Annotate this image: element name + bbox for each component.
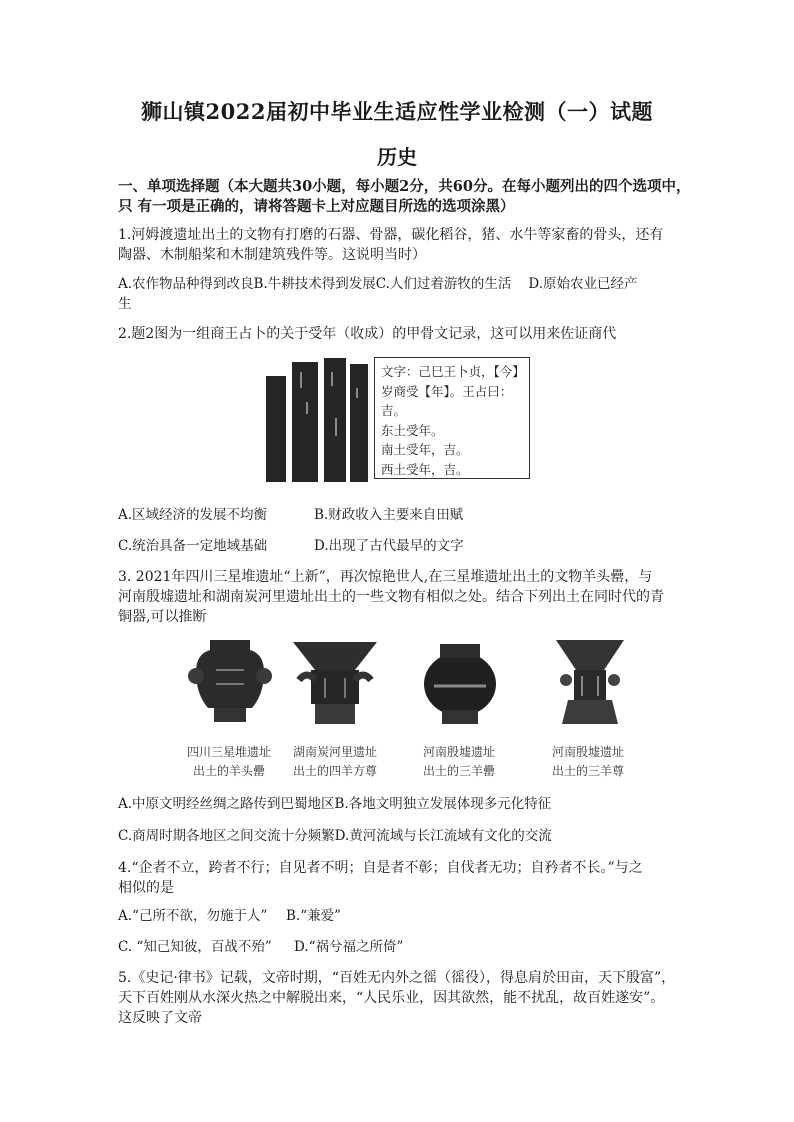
caption-line: 出土的三羊罍 <box>422 764 495 778</box>
option-a: A.中原文明经丝绸之路传到巴蜀地区 <box>118 796 335 812</box>
stem-line: 5.《史记·律书》记载，文帝时期，“百姓无内外之徭（徭役），得息肩於田亩，天下殷富”， <box>118 970 676 986</box>
inscription-line: 南土受年，吉。 <box>381 442 469 457</box>
section-instructions <box>118 177 698 217</box>
option-b: B.“兼爱” <box>286 908 342 924</box>
stem-line: 铜器,可以推断 <box>118 609 207 625</box>
question-2-options-row2 <box>118 536 698 556</box>
caption-sanxingdui <box>169 743 289 781</box>
subject-title: 历史 <box>377 145 417 169</box>
inscription-line: 东土受年。 <box>381 422 444 438</box>
option-a: A.区域经济的发展不均衡 <box>118 507 268 523</box>
stem-line: 陶器、木制船桨和木制建筑残件等。这说明当时） <box>118 247 426 263</box>
question-1-stem <box>118 225 698 265</box>
option-c: C.商周时期各地区之间交流十分频繁 <box>118 828 335 844</box>
caption-line: 湖南炭河里遗址 <box>292 745 377 759</box>
inscription-line: 岁商受【年】。王占曰： <box>381 383 513 399</box>
option-d: D.“祸兮福之所倚” <box>294 939 404 955</box>
question-4-options-row1 <box>118 906 698 926</box>
option-c: C.人们过着游牧的生活 <box>375 276 512 292</box>
question-1-options <box>118 274 698 314</box>
stem-line: 相似的是 <box>118 880 174 896</box>
caption-line: 出土的四羊方尊 <box>292 764 377 778</box>
bronze-zun-three-ram-image <box>540 636 640 728</box>
stem-line: 河南殷墟遗址和湖南炭河里遗址出土的一些文物有相似之处。结合下列出土在同时代的青 <box>118 589 664 605</box>
option-d: D.黄河流域与长江流域有文化的交流 <box>334 828 552 844</box>
question-4-options-row2 <box>118 937 698 957</box>
question-3-options-row2 <box>118 826 698 846</box>
section-line: 只 有一项是正确的，请将答题卡上对应题目所选的选项涂黑） <box>118 198 515 215</box>
option-b: B.牛耕技术得到发展 <box>253 276 376 292</box>
option-b: B.财政收入主要来自田赋 <box>314 507 464 523</box>
stem-line: 3. 2021年四川三星堆遗址“上新”，再次惊艳世人,在三星堆遗址出土的文物羊头罍，与 <box>118 569 653 585</box>
inscription-line: 西土受年，吉。 <box>381 461 469 477</box>
oracle-bone-image <box>262 358 370 486</box>
stem-line: 天下百姓刚从水深火热之中解脱出来，“人民乐业，因其欲然，能不扰乱，故百姓遂安”。 <box>118 990 665 1006</box>
option-a: A.“己所不欲，勿施于人” <box>118 908 268 924</box>
option-a: A.农作物品种得到改良 <box>118 276 254 292</box>
inscription-line: 文字：己巳王卜贞，【今】 <box>381 364 525 379</box>
stem-line: 1.河姆渡遗址出土的文物有打磨的石器、骨器，碳化稻谷，猪、水牛等家畜的骨头，还有 <box>118 227 664 243</box>
caption-line: 河南殷墟遗址 <box>422 745 495 759</box>
oracle-inscription-box <box>374 357 530 479</box>
bronze-square-zun-image <box>285 636 385 728</box>
question-4-stem <box>118 858 698 898</box>
question-2-options-row1 <box>118 505 698 525</box>
option-c: C.统治具备一定地域基础 <box>118 538 268 554</box>
stem-line: 4.“企者不立，跨者不行；自见者不明；自是者不彰；自伐者无功；自矜者不长。”与之 <box>118 860 643 876</box>
caption-line: 四川三星堆遗址 <box>186 745 271 759</box>
inscription-line: 吉。 <box>381 403 407 418</box>
question-3-stem <box>118 567 698 627</box>
option-d: D.出现了古代最早的文字 <box>314 538 464 554</box>
bronze-lei-three-ram-image <box>410 636 510 728</box>
section-line: 一、单项选择题（本大题共30小题，每小题2分，共60分。在每小题列出的四个选项中， <box>118 178 691 195</box>
caption-line: 出土的羊头罍 <box>192 764 265 778</box>
stem-line: 这反映了文帝 <box>118 1010 202 1026</box>
bronze-lei-image <box>180 636 280 728</box>
caption-line: 出土的三羊尊 <box>551 764 624 778</box>
page-title: 狮山镇2022届初中毕业生适应性学业检测（一）试题 <box>141 99 653 124</box>
question-2-stem: 2.题2图为一组商王占卜的关于受年（收成）的甲骨文记录，这可以用来佐证商代 <box>118 326 617 342</box>
option-d-continued: 生 <box>118 296 132 312</box>
option-c: C. “知己知彼，百战不殆” <box>118 939 272 955</box>
caption-yinxu-zun <box>528 743 648 781</box>
caption-tanheli <box>275 743 395 781</box>
caption-yinxu-lei <box>399 743 519 781</box>
question-3-options-row1 <box>118 794 698 814</box>
caption-line: 河南殷墟遗址 <box>551 745 624 759</box>
option-d: D.原始农业已经产 <box>528 276 638 292</box>
question-5-stem <box>118 968 708 1028</box>
option-b: B.各地文明独立发展体现多元化特征 <box>334 796 552 812</box>
